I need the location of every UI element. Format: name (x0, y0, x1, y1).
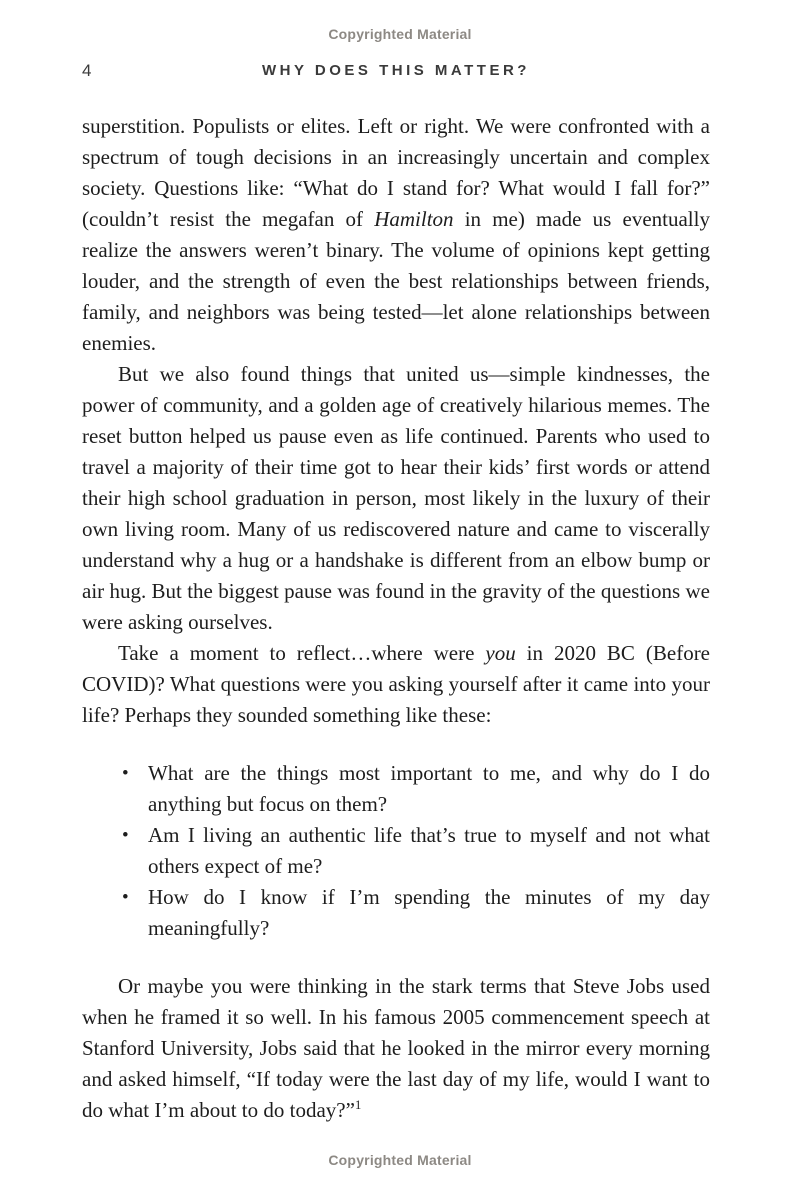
text-run: How do I know if I’m spending the minutes of my day meaningfully? (148, 885, 710, 940)
text-run: Or maybe you were thinking in the stark terms that Steve Jobs used when he framed it so well. In his famous 2005 commencement speech at Stanford University, Jobs said that he looked in the mirror every morning and asked himself, “If today were the last day of my life, would I want to do what I’m about to do today?” (82, 974, 710, 1122)
paragraph (82, 971, 710, 1126)
page-header (82, 59, 710, 83)
bullet-marker-icon: • (122, 825, 129, 846)
bullet-item-text (148, 820, 710, 882)
paragraph (82, 359, 710, 638)
text-run: But we also found things that united us—simple kindnesses, the power of community, and a golden age of creatively hilarious memes. The reset button helped us pause even as life continued. Parents who used to travel a majority of their time got to hear their kids’ first words or attend their high school graduation in person, most likely in the luxury of their own living room. Many of us rediscovered nature and came to viscerally understand why a hug or a handshake is different from an elbow bump or air hug. But the biggest pause was found in the gravity of the questions we were asking ourselves. (82, 362, 710, 634)
copyright-notice-top: Copyrighted Material (328, 26, 472, 42)
text-run: in 2020 BC (Before COVID)? What questions were you asking yourself after it came into your life? Perhaps they sounded something like these: (82, 641, 711, 727)
text-run: superstition. Populists or elites. Left or right. We were confronted with a spectrum of tough decisions in an increasingly uncertain and complex society. Questions like: “What do I stand for? What would I fall for?” (couldn’t resist the megafan of (82, 114, 710, 231)
italic-text: you (485, 641, 516, 665)
bullet-marker-icon: • (122, 887, 129, 908)
bullet-item (122, 882, 710, 944)
copyright-notice-bottom: Copyrighted Material (328, 1152, 472, 1168)
paragraph (82, 111, 710, 359)
paragraph (82, 638, 710, 731)
text-run: in me) made us eventually realize the answers weren’t binary. The volume of opinions kept getting louder, and the strength of even the best relationships between friends, family, and neighbors was being tested—let alone relationships between enemies. (82, 207, 710, 355)
footnote-reference: 1 (354, 1098, 362, 1112)
text-run: Take a moment to reflect…where were (118, 641, 486, 665)
text-run: Am I living an authentic life that’s true to myself and not what others expect of me? (148, 823, 710, 878)
bullet-item (122, 820, 710, 882)
bullet-list (122, 758, 710, 944)
body-text (82, 111, 710, 1126)
page-number: 4 (82, 61, 92, 80)
bullet-item-text (148, 758, 710, 820)
italic-text: Hamilton (374, 207, 454, 231)
text-run: What are the things most important to me, and why do I do anything but focus on them? (148, 761, 710, 816)
bullet-item-text (148, 882, 710, 944)
bullet-item (122, 758, 710, 820)
bullet-marker-icon: • (122, 763, 129, 784)
running-head: WHY DOES THIS MATTER? (262, 62, 530, 79)
